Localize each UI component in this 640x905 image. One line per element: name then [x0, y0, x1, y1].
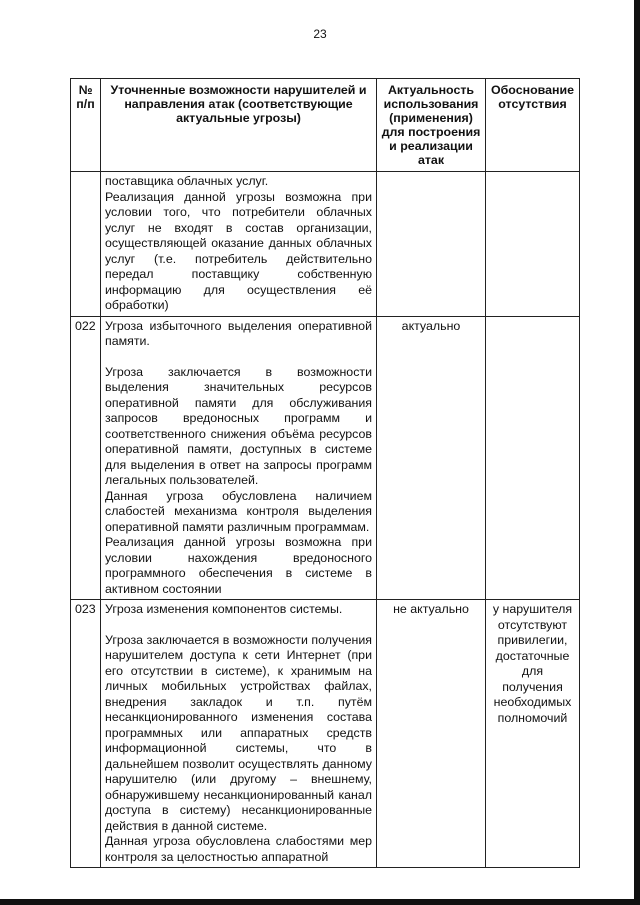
row-description: [101, 600, 377, 868]
table-row: [71, 600, 580, 868]
row-number: 023: [71, 600, 101, 868]
table-row: [71, 316, 580, 600]
row-reason: [486, 172, 580, 317]
row-description: [101, 316, 377, 600]
row-actuality: [377, 172, 486, 317]
row-number: [71, 172, 101, 317]
description-paragraph: Реализация данной угрозы возможна при условии нахождения вредоносного программного обеспечения в системе в активном состоянии: [105, 535, 372, 596]
row-reason: у нарушителя отсутствуют привилегии, достаточные для получения необходимых полномочий: [486, 600, 580, 868]
threats-table: [70, 78, 580, 868]
description-paragraph: Реализация данной угрозы возможна при условии того, что потребители облачных услуг не входят в состав организации, осуществляющей оказание данных облачных услуг (т.е. потребитель действительно передал поставщику собственную информацию для осуществления её обработки): [105, 189, 372, 312]
row-description: [101, 172, 377, 317]
description-paragraph: поставщика облачных услуг.: [105, 174, 269, 188]
description-paragraph: Данная угроза обусловлена наличием слабостей механизма контроля выделения оперативной памяти различным программам.: [105, 488, 372, 534]
table-header-row: [71, 79, 580, 172]
page-number: 23: [313, 27, 327, 41]
description-paragraph: Данная угроза обусловлена слабостями мер контроля за целостностью аппаратной: [105, 834, 372, 864]
threat-title: Угроза избыточного выделения оперативной памяти.: [105, 318, 372, 348]
row-actuality: не актуально: [377, 600, 486, 868]
scan-edge-bottom: [0, 899, 640, 905]
description-paragraph: Угроза заключается в возможности выделения значительных ресурсов оперативной памяти для обслуживания запросов вредоносных программ и соответственного снижения объёма ресурсов оперативной памяти, доступных в системе для выделения в ответ на запросы программ легальных пользователей.: [105, 364, 372, 487]
table-row: [71, 172, 580, 317]
row-number: 022: [71, 316, 101, 600]
description-paragraph: Угроза заключается в возможности получения нарушителем доступа к сети Интернет (при его отсутствии в системе), к хранимым на личных мобильных устройствах файлах, внедрения закладок и т.п. путём несанкционированного изменения состава программных или аппаратных средств информационной системы, что в дальнейшем позволит осуществлять данному нарушителю (или другому – внешнему, обнаружившему несанкционированный канал доступа в систему) несанкционированные действия в данной системе.: [105, 632, 372, 833]
row-actuality: актуально: [377, 316, 486, 600]
row-reason: [486, 316, 580, 600]
scan-edge-right: [634, 0, 640, 905]
header-reason: Обоснование отсутствия: [486, 79, 580, 172]
header-number: № п/п: [71, 79, 101, 172]
threat-title: Угроза изменения компонентов системы.: [105, 602, 343, 616]
header-actuality: Актуальность использования (применения) для построения и реализации атак: [377, 79, 486, 172]
header-capabilities: Уточненные возможности нарушителей и направления атак (соответствующие актуальные угрозы): [101, 79, 377, 172]
